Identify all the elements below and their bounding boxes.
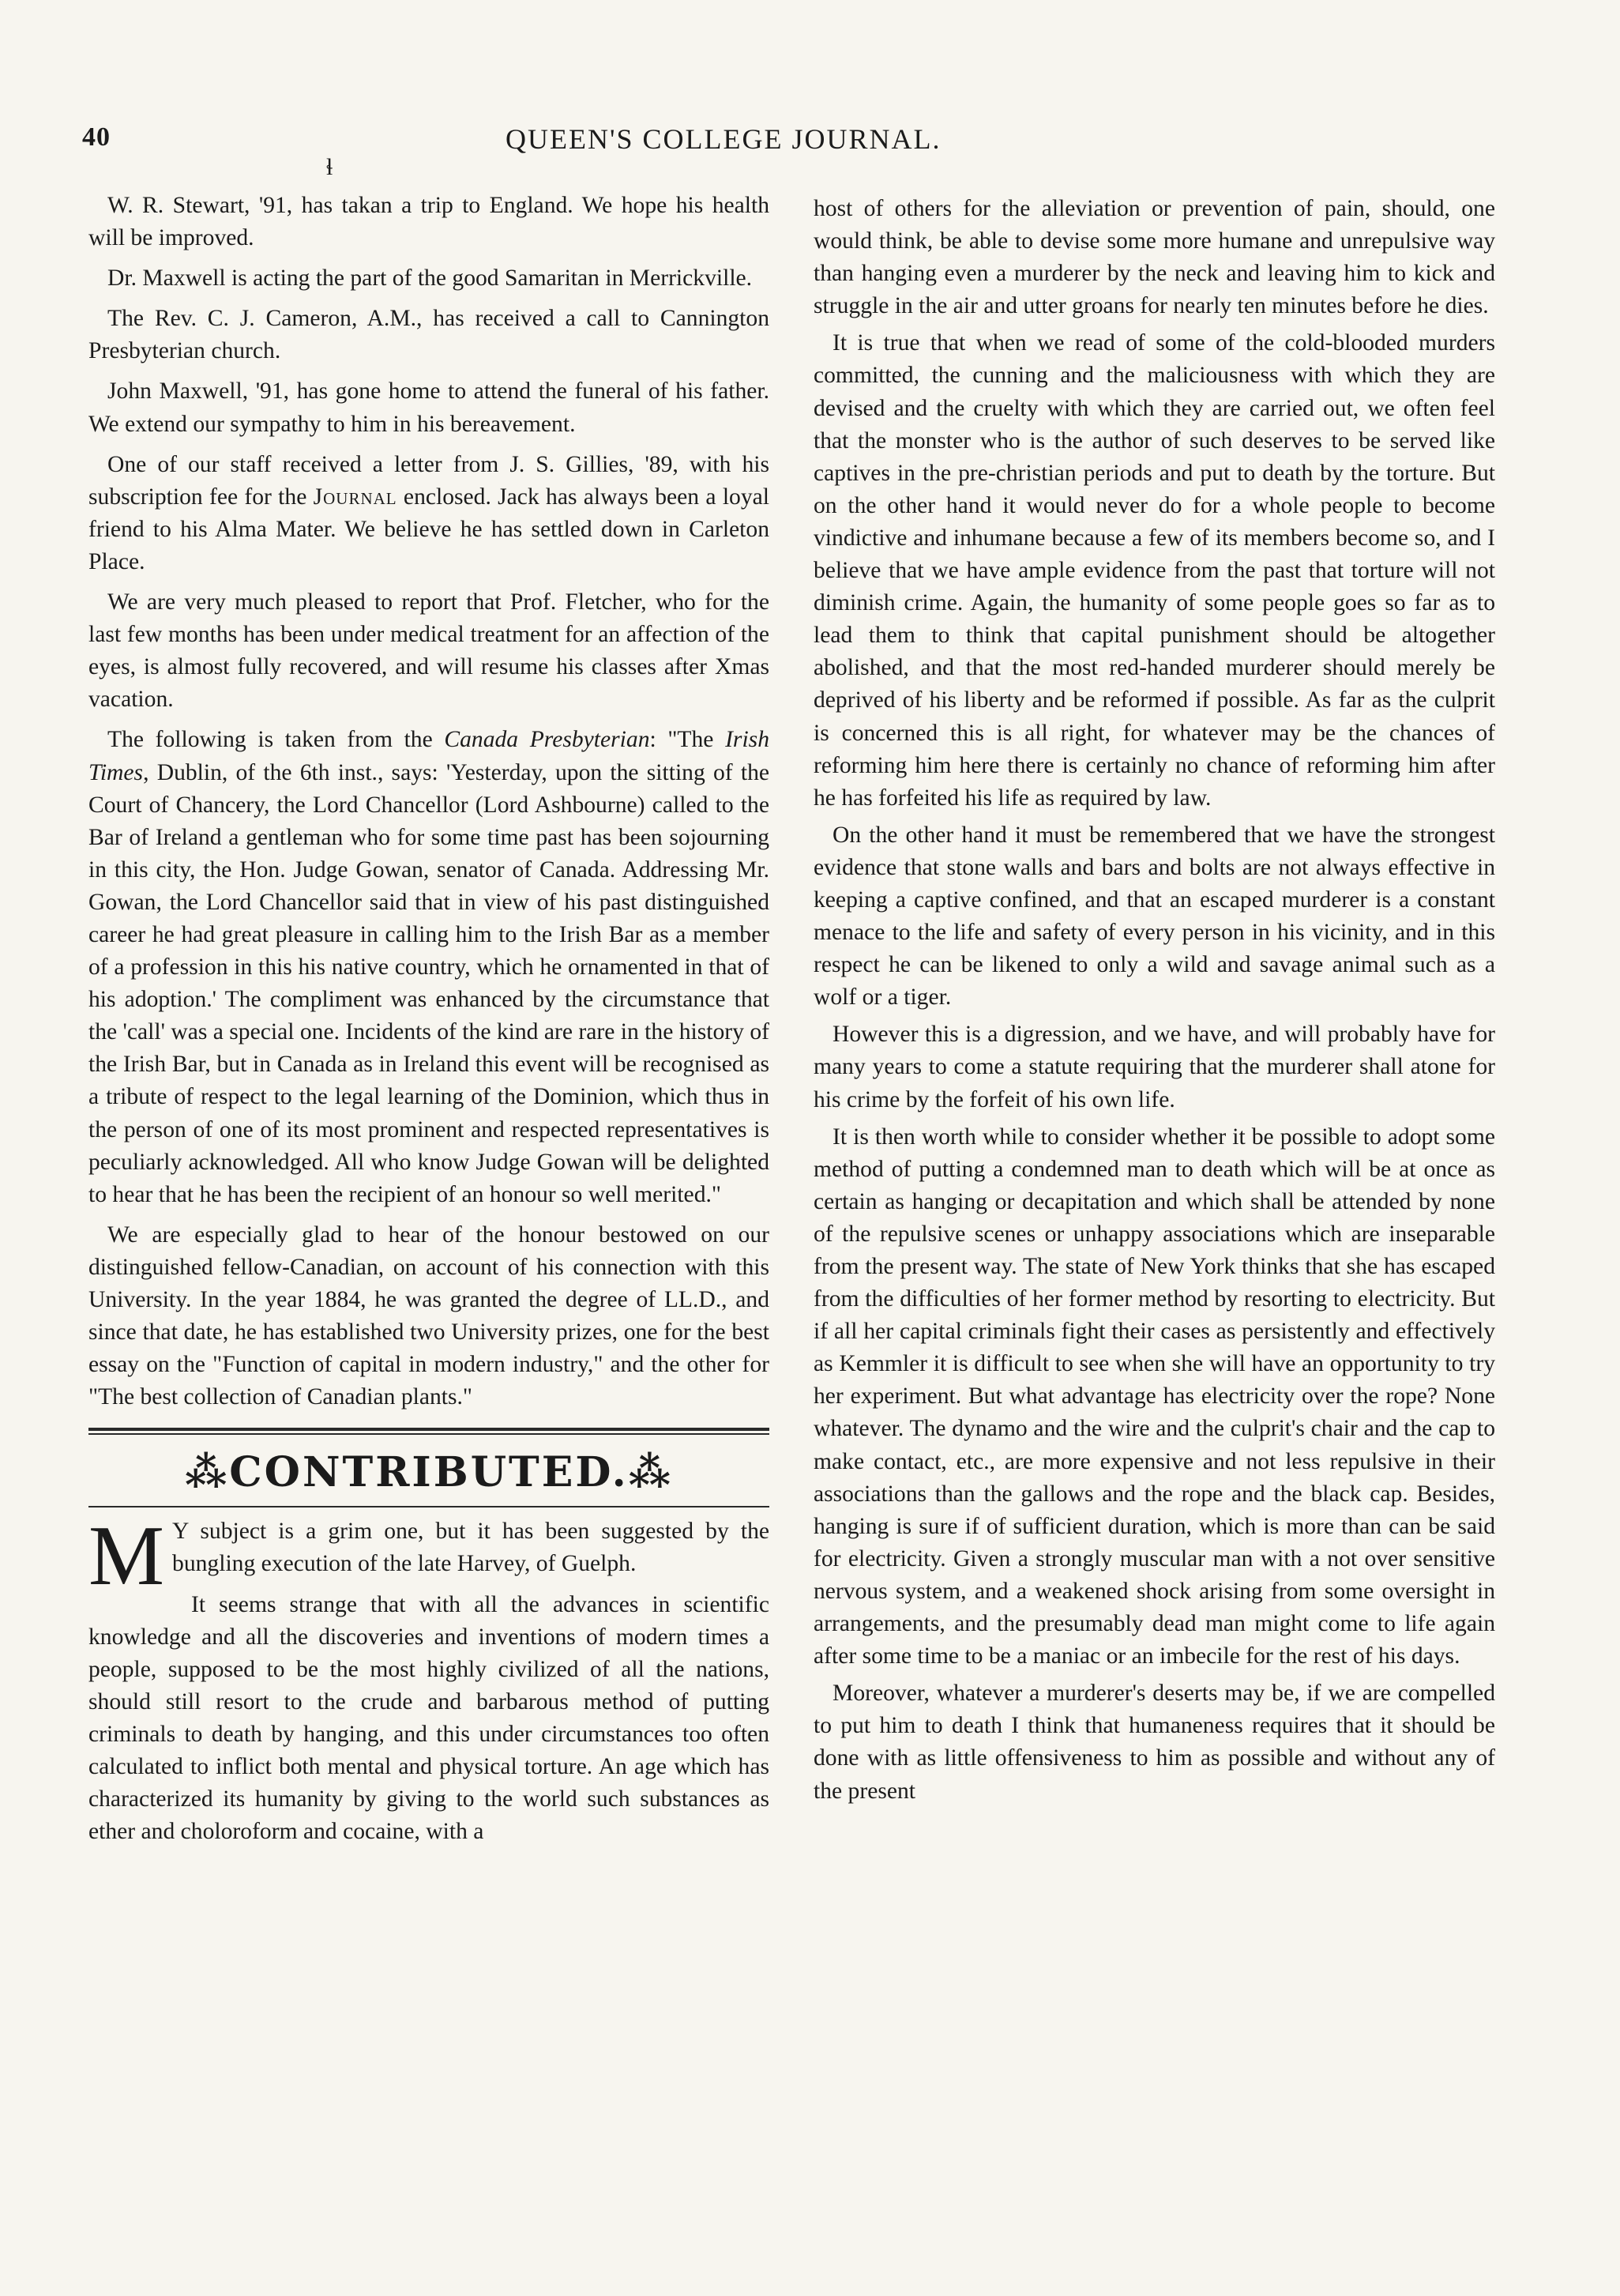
running-head — [0, 122, 1620, 170]
contributed-paragraph: It is then worth while to consider whether it be possible to adopt some method of putting a condemned man to death which will be at once as certain as hanging or decapitation and which shall be attended by none of the repulsive scenes or unhappy associations which are inseparable from the present way. The state of New York thinks that she has escaped from the difficulties of her former method by resorting to electricity. But if all her capital criminals fight their cases as persistently and effectively as Kemmler it is difficult to see when she will have an opportunity to try her experiment. But what advantage has electricity over the rope? None whatever. The dynamo and the wire and the culprit's chair and the cap to make contact, etc., are more expensive and not less repulsive in their associations than the gallows and the rope and the black cap. Besides, hanging is sure if of sufficient duration, which is more than can be said for electricity. Given a strongly muscular man with a not over sensitive nervous system, and a weakened shock arising from some oversight in arrangements, and the presumably dead man might come to life again after some time to be a maniac or an imbecile for the rest of his days. — [814, 1124, 1495, 1669]
section-divider — [88, 1428, 769, 1435]
journal-title: QUEEN'S COLLEGE JOURNAL. — [506, 123, 942, 155]
contributed-paragraph: It is true that when we read of some of the cold-blooded murders committed, the cunning and the maliciousness with which they are devised and the cruelty with which they are carried out, we often feel that the monster who is the author of such deserves to be served like captives in the pre-christian periods and put to death by the torture. But on the other hand it would never do for a whole people to become vindictive and inhumane because a few of its members become so, and I believe that we have ample evidence from the past that torture will not diminish crime. Again, the humanity of some people goes so far as to lead them to think that capital punishment should be altogether abolished, and that the most red-handed murderer should merely be deprived of his liberty and be reformed if possible. As far as the culprit is concerned this is all right, for whatever may be the chances of reforming him here there is certainly no chance of reforming him after he has forfeited his life as required by law. — [814, 330, 1495, 811]
publication-name: Canada Presbyterian — [444, 727, 650, 753]
section-divider — [88, 1506, 769, 1507]
news-item-fletcher: We are very much pleased to report that Prof. Fletcher, who for the last few months has been under medical treatment for an affection of the eyes, is almost fully recovered, and will resume his classes after Xmas vacation. — [88, 589, 769, 713]
left-column — [88, 190, 769, 1856]
drop-cap: M — [88, 1509, 165, 1604]
contributed-paragraph: host of others for the alleviation or prevention of pain, should, one would think, be able to devise some more humane and unrepulsive way than hanging even a murderer by the neck and leaving him to kick and struggle in the air and utter groans for nearly ten minutes before he dies. — [814, 196, 1495, 319]
news-item-stewart: W. R. Stewart, '91, has takan a trip to England. We hope his health will be improved. — [88, 193, 769, 251]
page-number: 40 — [82, 122, 111, 152]
section-heading: ⁂CONTRIBUTED.⁂ — [185, 1448, 673, 1497]
publication-name: Irish Times — [88, 727, 769, 785]
news-item-john-maxwell: John Maxwell, '91, has gone home to attend the funeral of his father. We extend our sympathy to him in his bereavement. — [88, 378, 769, 437]
contributed-paragraph: It seems strange that with all the advances in scientific knowledge and all the discoveries and inventions of modern times a people, supposed to be the most highly civilized of all the nations, should still resort to the crude and barbarous method of putting criminals to death by hanging, and this under circumstances too often calculated to inflict both mental and physical torture. An age which has characterized its humanity by giving to the world such substances as ether and choloroform and cocaine, with a — [88, 1591, 769, 1845]
journal-name: Journal — [313, 484, 397, 510]
contributed-opening: M Y subject is a grim one, but it has been suggested by the bungling execution of the late Harvey, of Guelph. — [88, 1509, 769, 1604]
stray-print-mark: ɬ — [326, 154, 333, 180]
right-column — [814, 193, 1495, 1812]
news-item-gowan-quote: The following is taken from the Canada Presbyterian: "The Irish Times, Dublin, of the 6th inst., says: 'Yesterday, upon the sitting of the Court of Chancery, the Lord Chancellor (Lord Ashbourne) called to the Bar of Ireland a gentleman who for some time past has been sojourning in this city, the Hon. Judge Gowan, senator of Canada. Addressing Mr. Gowan, the Lord Chancellor said that in view of his past distinguished career he had great pleasure in calling him to the Irish Bar as a member of a profession in this his native country, which he ornamented in that of his adoption.' The compliment was enhanced by the circumstance that the 'call' was a special one. Incidents of the kind are rare in the history of the Irish Bar, but in Canada as in Ireland this event will be recognised as a tribute of respect to the legal learning of the Dominion, which thus in the person of one of its most prominent and respected representatives is peculiarly acknowledged. All who know Judge Gowan will be delighted to hear that he has been the recipient of an honour so well merited." — [88, 727, 769, 1207]
contributed-paragraph: Moreover, whatever a murderer's deserts may be, if we are compelled to put him to death I think that humaneness requires that it should be done with as little offensiveness to him as possible and without any of the present — [814, 1681, 1495, 1804]
news-item-gillies: One of our staff received a letter from J. S. Gillies, '89, with his subscription fee for the Journal enclosed. Jack has always been a loyal friend to his Alma Mater. We believe he has settled down in Carleton Place. — [88, 451, 769, 574]
news-item-gowan-honour: We are especially glad to hear of the honour bestowed on our distinguished fellow-Canadian, on account of his connection with this University. In the year 1884, he was granted the degree of LL.D., and since that date, he has established two University prizes, one for the best essay on the "Function of capital in modern industry," and the other for "The best collection of Canadian plants." — [88, 1221, 769, 1410]
contributed-paragraph: On the other hand it must be remembered that we have the strongest evidence that stone walls and bars and bolts are not always effective in keeping a captive confined, and that an escaped murderer is a constant menace to the life and safety of every person in his vicinity, and in this respect he can be likened to only a wild and savage animal such as a wolf or a tiger. — [814, 822, 1495, 1011]
contributed-paragraph: However this is a digression, and we have, and will probably have for many years to come a statute requiring that the murderer shall atone for his crime by the forfeit of his own life. — [814, 1022, 1495, 1112]
news-item-maxwell-samaritan: Dr. Maxwell is acting the part of the good Samaritan in Merrickville. — [107, 265, 753, 292]
news-item-cameron: The Rev. C. J. Cameron, A.M., has received a call to Cannington Presbyterian church. — [88, 306, 769, 364]
